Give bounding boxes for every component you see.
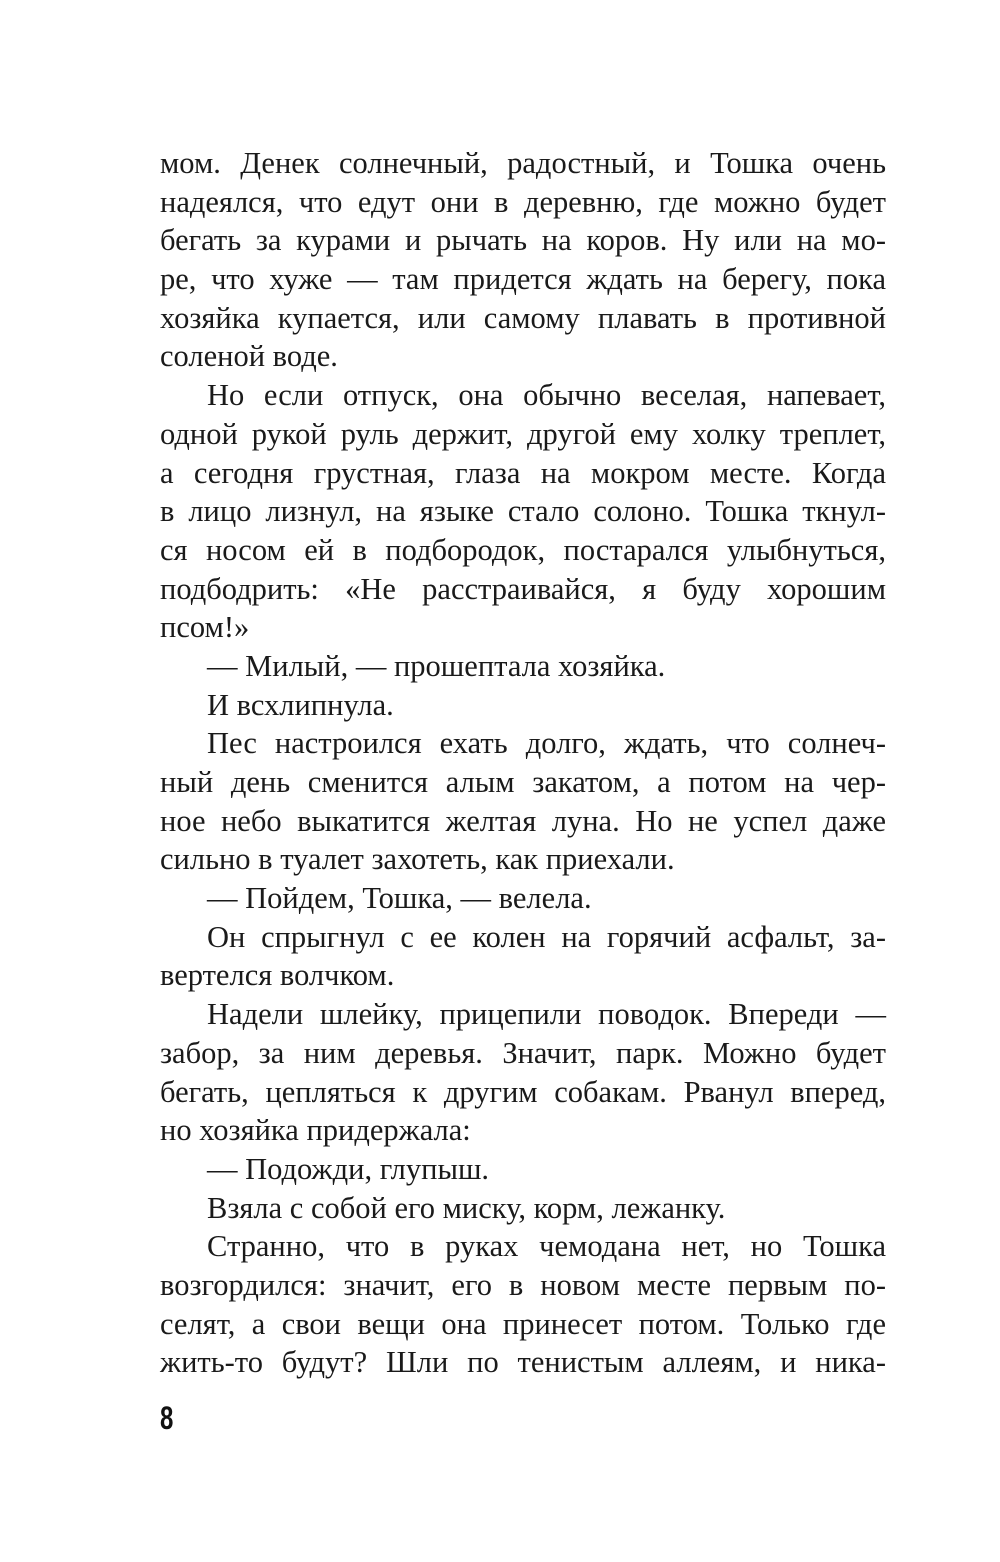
page-number: 8 bbox=[160, 1400, 174, 1436]
text-line: ся носом ей в подбородок, постарался улыбнуться, bbox=[160, 532, 886, 567]
text-line: забор, за ним деревья. Значит, парк. Можно будет bbox=[160, 1035, 886, 1070]
text-line: вертелся волчком. bbox=[160, 958, 395, 993]
text-line: жить-то будут? Шли по тенистым аллеям, и ника- bbox=[160, 1345, 886, 1380]
text-line: Но если отпуск, она обычно веселая, напевает, bbox=[207, 378, 886, 413]
text-line: одной рукой руль держит, другой ему холку треплет, bbox=[160, 416, 886, 451]
text-line: — Пойдем, Тошка, — велела. bbox=[207, 881, 592, 916]
text-line: хозяйка купается, или самому плавать в противной bbox=[160, 300, 886, 335]
text-line: в лицо лизнул, на языке стало солоно. Тошка ткнул- bbox=[160, 494, 886, 529]
text-line: подбодрить: «Не расстраивайся, я буду хорошим bbox=[160, 571, 886, 606]
text-line: псом!» bbox=[160, 610, 250, 645]
text-line: И всхлипнула. bbox=[207, 687, 394, 722]
text-line: а сегодня грустная, глаза на мокром месте. Когда bbox=[160, 455, 886, 490]
text-line: бегать, цепляться к другим собакам. Рванул вперед, bbox=[160, 1074, 886, 1109]
text-line: ный день сменится алым закатом, а потом на чер- bbox=[160, 765, 886, 799]
text-line: селят, а свои вещи она принесет потом. Только где bbox=[160, 1306, 886, 1341]
text-line: сильно в туалет захотеть, как приехали. bbox=[160, 842, 675, 877]
text-line: бегать за курами и рычать на коров. Ну или на мо- bbox=[160, 223, 886, 258]
text-line: Взяла с собой его миску, корм, лежанку. bbox=[207, 1190, 726, 1225]
text-line: ное небо выкатится желтая луна. Но не успел даже bbox=[160, 803, 886, 838]
text-line: — Подожди, глупыш. bbox=[207, 1151, 490, 1186]
text-line: Он спрыгнул с ее колен на горячий асфальт, за- bbox=[207, 919, 886, 954]
text-line: мом. Денек солнечный, радостный, и Тошка очень bbox=[160, 146, 886, 180]
text-line: надеялся, что едут они в деревню, где можно будет bbox=[160, 184, 886, 219]
body-text bbox=[160, 144, 886, 1382]
text-line: но хозяйка придержала: bbox=[160, 1113, 471, 1148]
text-line: — Милый, — прошептала хозяйка. bbox=[207, 648, 666, 683]
text-line: Пес настроился ехать долго, ждать, что солнеч- bbox=[207, 726, 886, 761]
text-line: Странно, что в руках чемодана нет, но Тошка bbox=[207, 1229, 886, 1264]
text-line: возгордился: значит, его в новом месте первым по- bbox=[160, 1267, 886, 1302]
text-line: ре, что хуже — там придется ждать на берегу, пока bbox=[160, 262, 886, 297]
text-line: соленой воде. bbox=[160, 339, 338, 374]
text-line: Надели шлейку, прицепили поводок. Впереди — bbox=[207, 997, 886, 1032]
